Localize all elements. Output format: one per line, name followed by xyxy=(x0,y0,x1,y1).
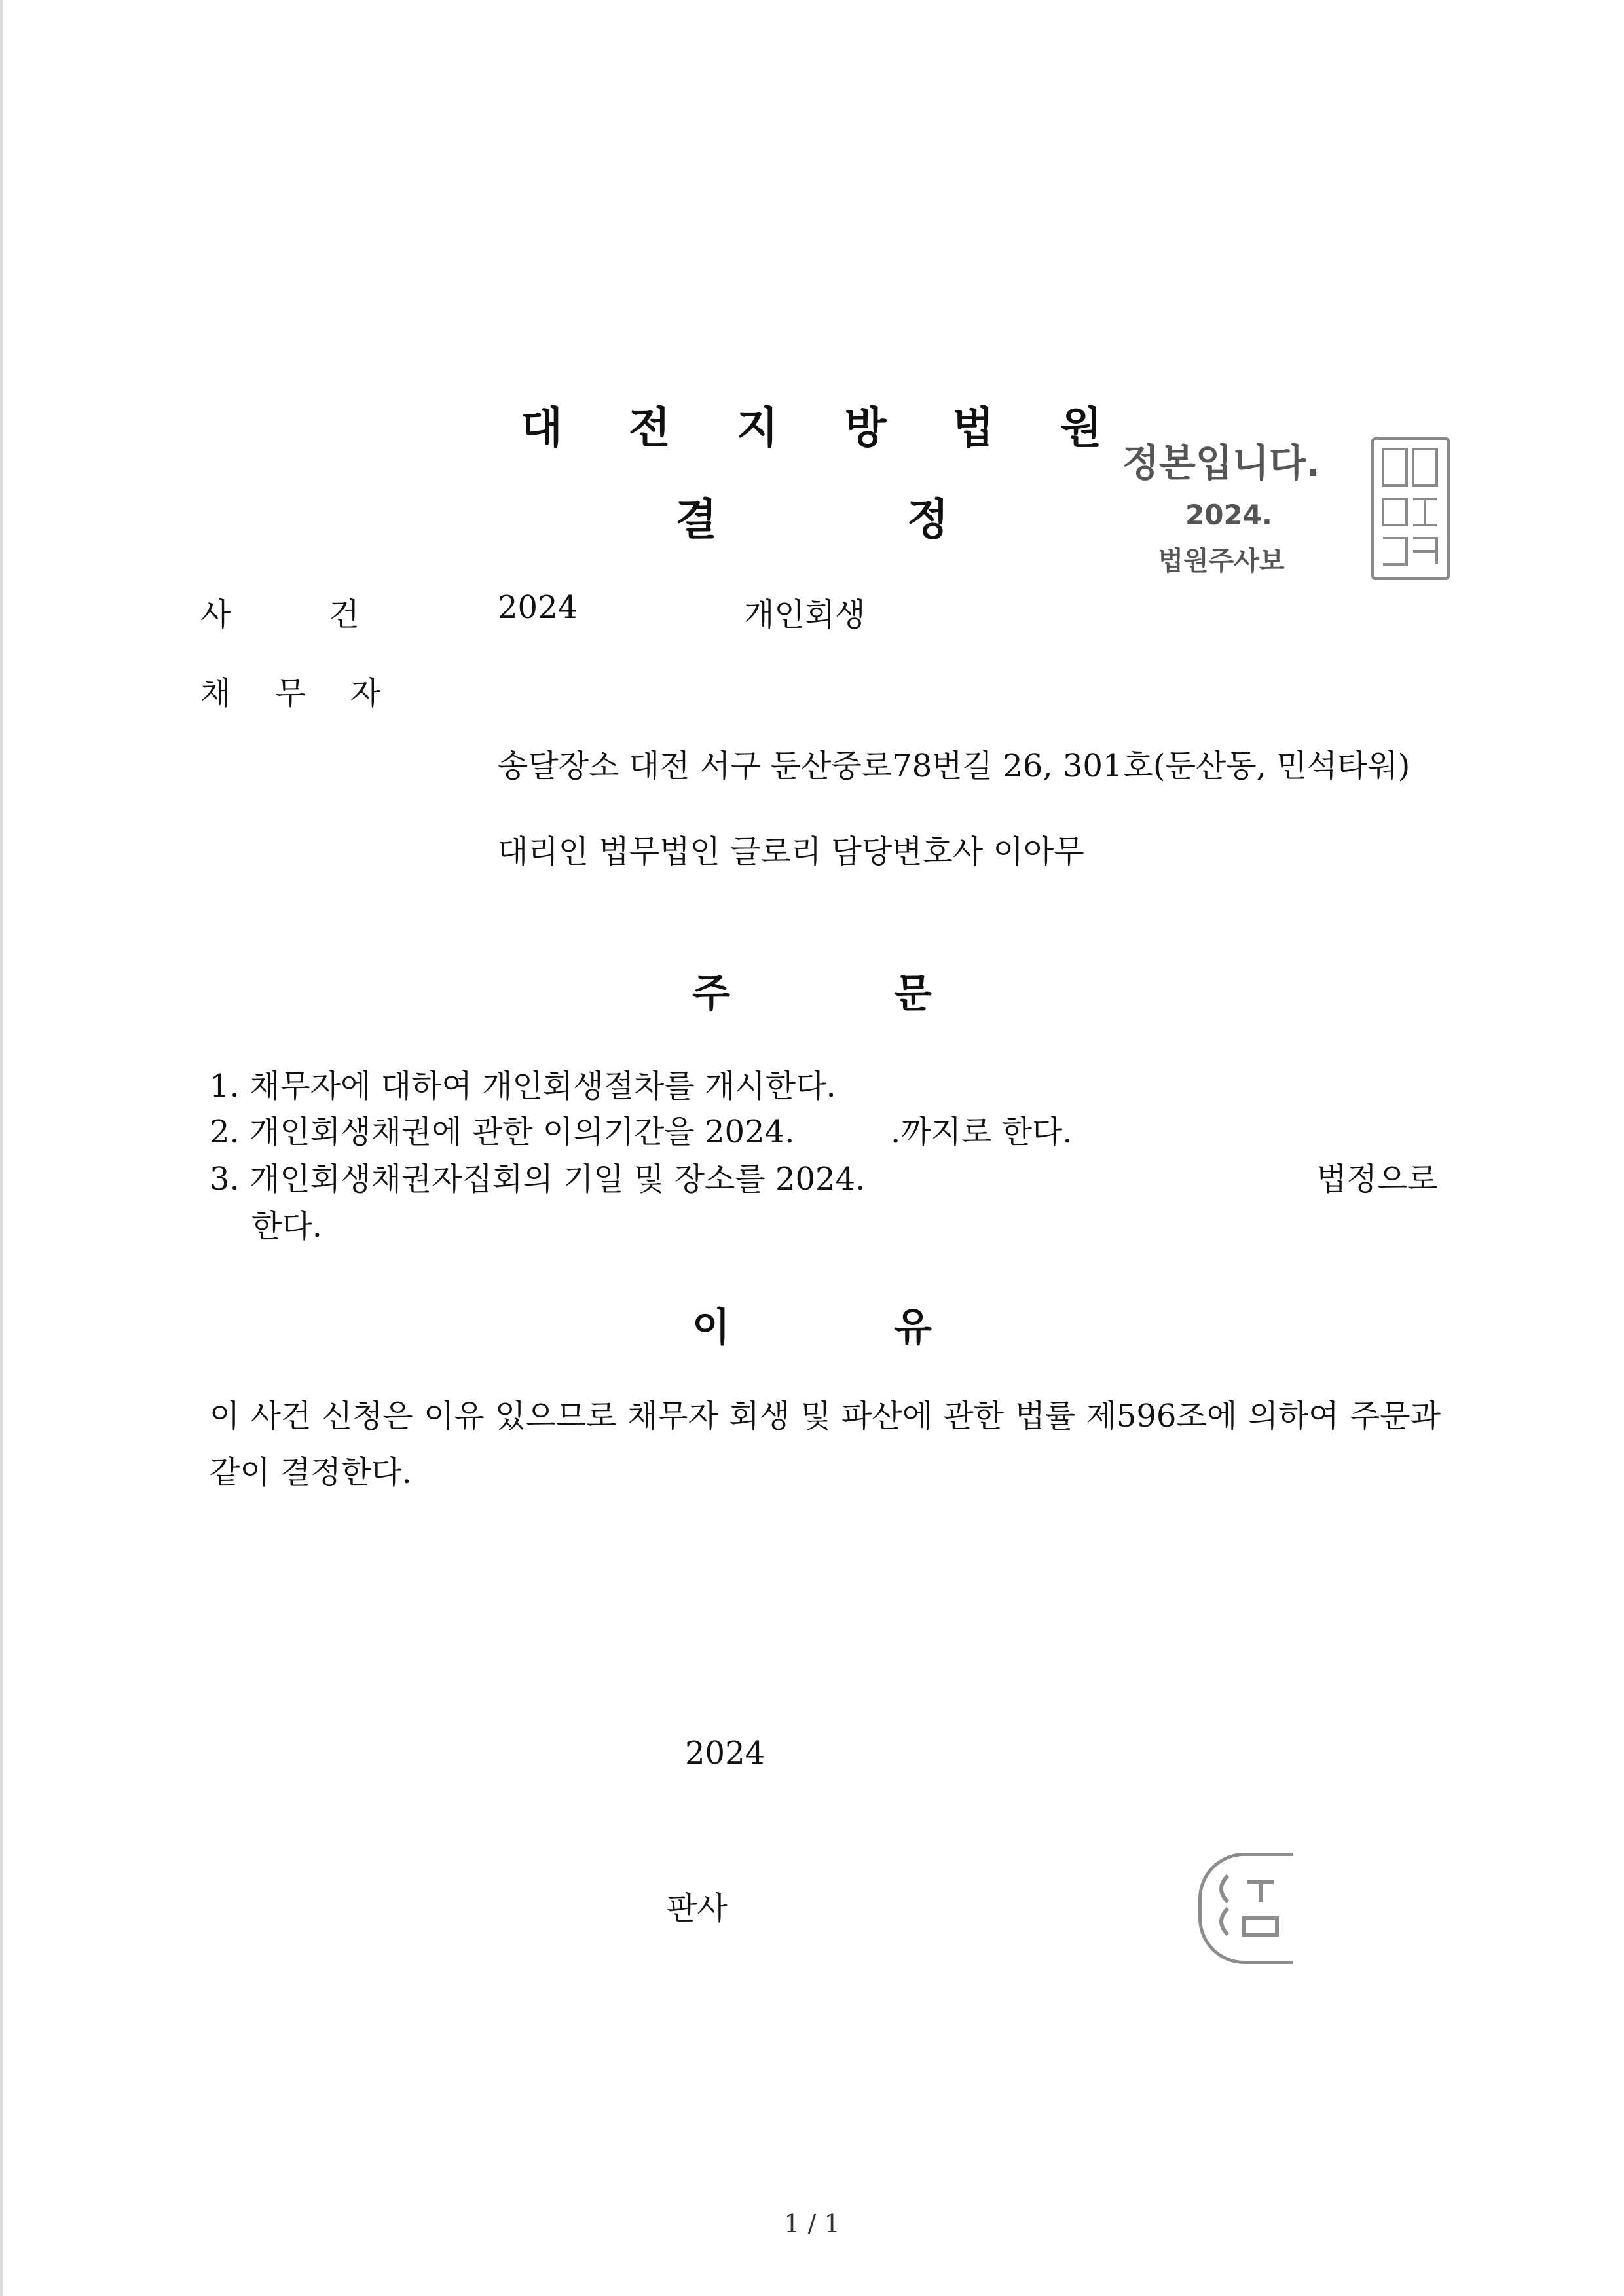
court-name-char: 지 xyxy=(736,403,780,453)
order-item-3-cont: 한다. xyxy=(251,1208,322,1245)
reason-heading xyxy=(0,1296,1624,1353)
debtor-label-char: 자 xyxy=(350,675,381,712)
case-number: 2024 xyxy=(498,589,578,626)
stamp-line-2: 2024. xyxy=(1185,499,1272,531)
court-name-char: 원 xyxy=(1060,403,1103,453)
court-name-char: 대 xyxy=(521,403,564,453)
reason-heading-char: 이 xyxy=(692,1305,730,1351)
document-type-char: 결 xyxy=(675,494,717,545)
debtor-label-char: 채 xyxy=(200,675,231,712)
order-item-3-suffix: 법정으로 xyxy=(1316,1161,1438,1197)
document-type-char: 정 xyxy=(907,494,949,545)
order-item-2: 2. 개인회생채권에 관한 이의기간을 2024. xyxy=(210,1114,795,1150)
reason-text: 이 사건 신청은 이유 있으므로 채무자 회생 및 파산에 관한 법률 제596조에 의하여 주문과 같이 결정한다. xyxy=(210,1398,1441,1491)
scan-edge xyxy=(0,0,3,2296)
court-seal-icon xyxy=(1371,437,1450,580)
debtor-label xyxy=(200,668,380,713)
case-label xyxy=(200,589,360,634)
order-heading-char: 문 xyxy=(894,971,932,1017)
order-item-2-suffix: .까지로 한다. xyxy=(891,1114,1073,1150)
order-heading-char: 주 xyxy=(692,971,730,1017)
stamp-line-1: 정본입니다. xyxy=(1122,441,1321,485)
judge-label: 판사 xyxy=(667,1890,728,1927)
court-name-char: 전 xyxy=(628,403,672,453)
case-kind: 개인회생 xyxy=(744,596,866,633)
order-item-1: 1. 채무자에 대하여 개인회생절차를 개시한다. xyxy=(210,1068,836,1104)
decision-date: 2024 xyxy=(685,1735,766,1772)
order-heading xyxy=(0,962,1624,1019)
debtor-agent: 대리인 법무법인 글로리 담당변호사 이아무 xyxy=(498,833,1084,870)
court-name-char: 법 xyxy=(952,403,995,453)
court-name-char: 방 xyxy=(844,403,888,453)
debtor-label-char: 무 xyxy=(275,675,306,712)
page-number: 1 / 1 xyxy=(784,2209,840,2238)
case-label-char: 건 xyxy=(329,596,360,633)
judge-seal-icon xyxy=(1198,1853,1293,1964)
stamp-line-3: 법원주사보 xyxy=(1158,546,1285,576)
case-label-char: 사 xyxy=(200,596,231,633)
debtor-address: 송달장소 대전 서구 둔산중로78번길 26, 301호(둔산동, 민석타워) xyxy=(498,748,1411,784)
order-item-3: 3. 개인회생채권자집회의 기일 및 장소를 2024. xyxy=(210,1161,866,1197)
certified-copy-stamp xyxy=(1113,432,1329,577)
reason-heading-char: 유 xyxy=(894,1305,932,1351)
